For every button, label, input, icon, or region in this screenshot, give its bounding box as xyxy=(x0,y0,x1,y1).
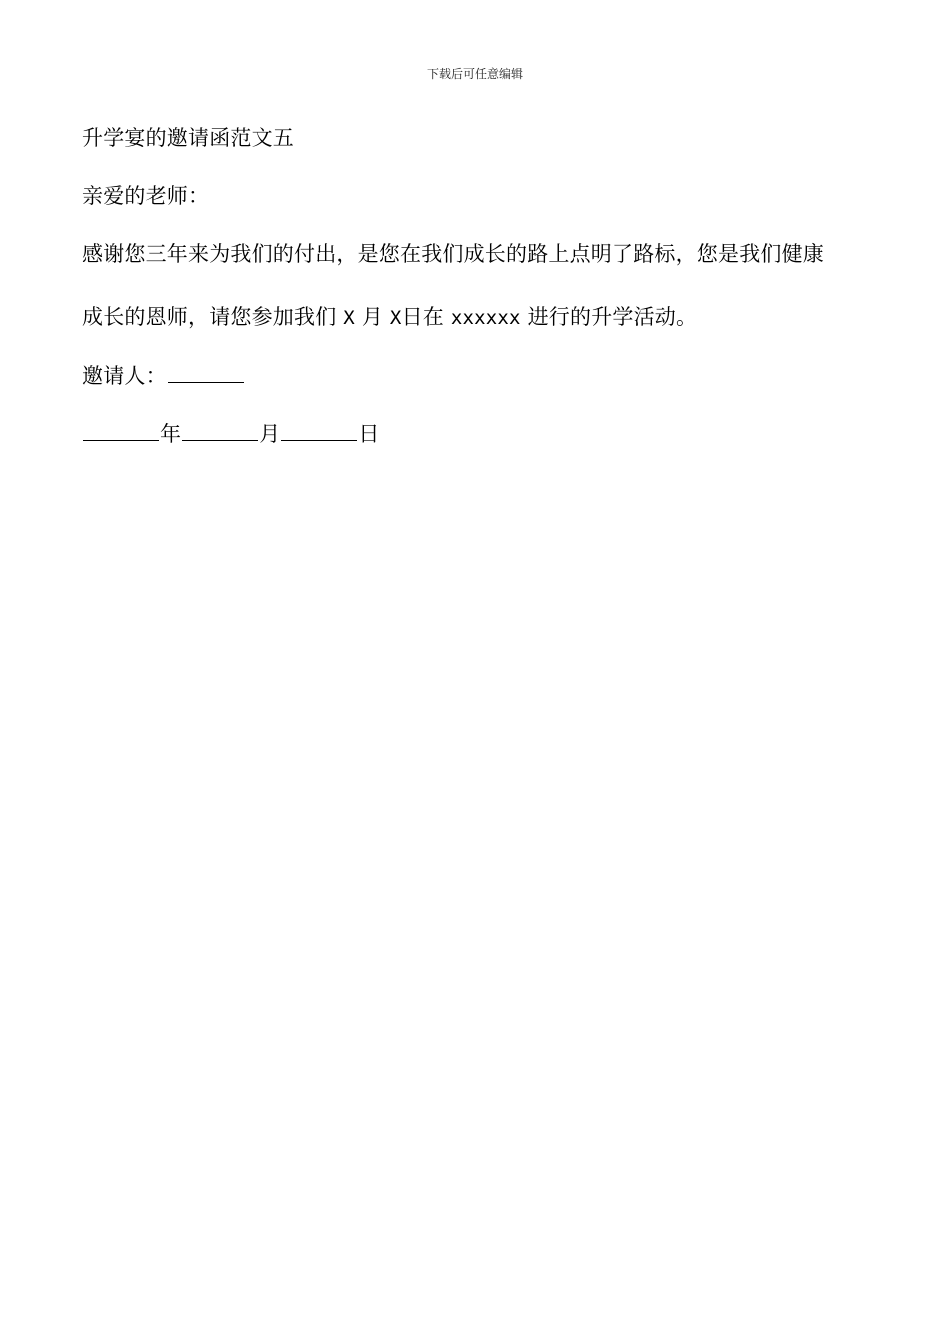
document-title: 升学宴的邀请函范文五 xyxy=(82,126,294,150)
inviter-line xyxy=(82,362,245,390)
day-label: 日在 xyxy=(401,305,444,329)
body-line-2-end: 进行的升学活动。 xyxy=(527,305,698,329)
month-placeholder: X xyxy=(343,307,355,329)
date-day-label: 日 xyxy=(358,422,380,446)
page-header: 下载后可任意编辑 xyxy=(426,67,523,81)
month-blank xyxy=(182,420,258,441)
inviter-blank xyxy=(168,362,244,383)
body-line-1: 感谢您三年来为我们的付出，是您在我们成长的路上点明了路标，您是我们健康 xyxy=(82,242,824,266)
body-line-2-start: 成长的恩师，请您参加我们 xyxy=(82,305,337,329)
day-blank xyxy=(281,420,357,441)
body-line-2 xyxy=(82,303,697,332)
day-placeholder: X xyxy=(389,307,402,329)
month-label: 月 xyxy=(361,305,384,329)
inviter-label: 邀请人： xyxy=(82,364,167,388)
year-blank xyxy=(83,420,159,441)
salutation: 亲爱的老师： xyxy=(82,184,210,208)
date-month-label: 月 xyxy=(259,422,281,446)
venue-placeholder: xxxxxx xyxy=(450,307,521,329)
date-line xyxy=(82,420,380,448)
date-year-label: 年 xyxy=(160,422,182,446)
